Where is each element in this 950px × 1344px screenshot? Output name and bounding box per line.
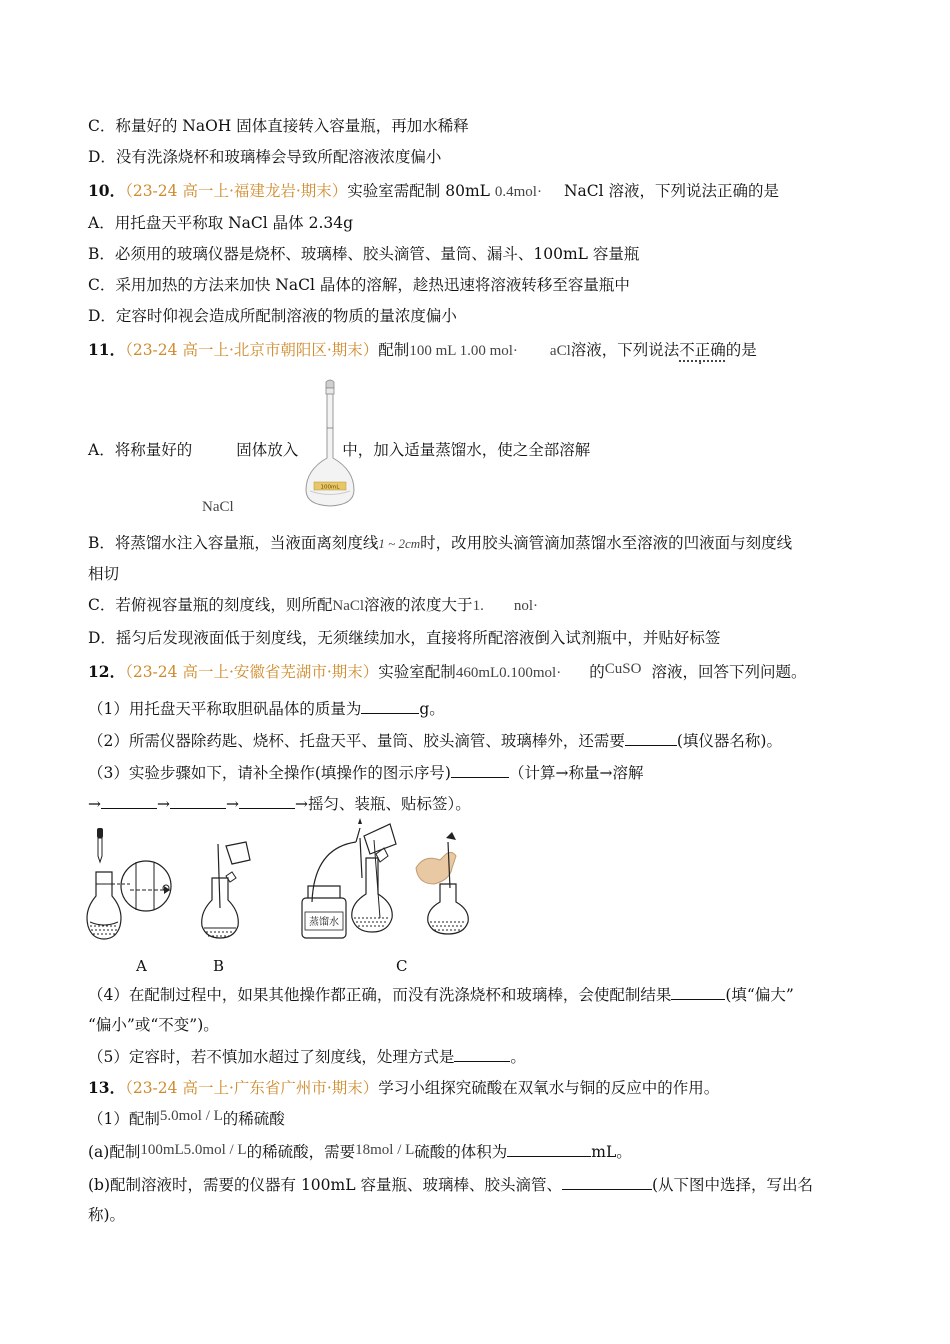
q13-part-a-blank[interactable]	[507, 1140, 591, 1157]
q13-part1-a: （1）配制	[88, 1110, 160, 1128]
q13-part-a-formula: 100mL5.0mol / L	[140, 1142, 247, 1158]
q11-formula-2: aCl	[549, 343, 571, 359]
q11-stem-emphasis: 不正确	[679, 341, 726, 359]
q12-part2	[88, 729, 782, 752]
q13-number: 13．	[88, 1078, 126, 1097]
q12-part3-blank-1[interactable]	[451, 761, 509, 778]
q10-formula: 0.4mol·	[494, 184, 542, 200]
q11-option-c-part1: C．若俯视容量瓶的刻度线，则所配	[88, 596, 333, 614]
q10-option-b: B．必须用的玻璃仪器是烧杯、玻璃棒、胶头滴管、量筒、漏斗、100mL 容量瓶	[88, 245, 640, 263]
q12-part5-b: 。	[510, 1048, 526, 1066]
q13-part-b-blank[interactable]	[562, 1173, 652, 1190]
q12-part4	[88, 983, 794, 1006]
flask-label-text: 100mL	[320, 484, 340, 491]
q12-part3-blank-4[interactable]	[239, 792, 295, 809]
q11-stem	[88, 339, 757, 362]
q12-part4-b: (填“偏大”	[725, 986, 794, 1004]
q11-option-d: D．摇匀后发现液面低于刻度线，无须继续加水，直接将所配溶液倒入试剂瓶中，并贴好标签	[88, 629, 721, 647]
q10-number: 10．	[88, 181, 126, 200]
q12-part3	[88, 761, 643, 784]
figure-b-diagram	[198, 838, 258, 946]
q12-part4-blank[interactable]	[671, 983, 725, 1000]
q10-option-a: A．用托盘天平称取 NaCl 晶体 2.34g	[88, 214, 354, 232]
q9-option-d: D．没有洗涤烧杯和玻璃棒会导致所配溶液浓度偏小	[88, 148, 442, 166]
q11-stem-b: 溶液，下列说法	[570, 341, 680, 359]
q12-part1-a: （1）用托盘天平称取胆矾晶体的质量为	[88, 700, 362, 718]
q12-stem-b: 的	[589, 663, 605, 681]
q13-part-a-4: mL。	[591, 1143, 632, 1161]
figure-c-label: C	[396, 957, 408, 975]
q12-stem	[88, 661, 806, 684]
q10-stem-a: 实验室需配制 80mL	[347, 182, 490, 200]
q12-part4-a: （4）在配制过程中，如果其他操作都正确，而没有洗涤烧杯和玻璃棒，会使配制结果	[88, 986, 672, 1004]
q10-stem-b: NaCl 溶液，下列说法正确的是	[563, 182, 780, 200]
q11-option-a-part3: 中，加入适量蒸馏水，使之全部溶解	[342, 441, 591, 459]
q11-option-a-part2: 固体放入	[236, 441, 299, 459]
volumetric-flask-icon	[300, 378, 360, 510]
q12-part5-a: （5）定容时，若不慎加水超过了刻度线，处理方式是	[88, 1048, 455, 1066]
q12-part3-blank-3[interactable]	[170, 792, 226, 809]
q12-part3-a: （3）实验步骤如下，请补全操作(填操作的图示序号)	[88, 764, 451, 782]
figure-a-diagram	[86, 826, 178, 946]
q12-part2-a: （2）所需仪器除药匙、烧杯、托盘天平、量筒、胶头滴管、玻璃棒外，还需要	[88, 732, 625, 750]
q13-part-b-2: (从下图中选择，写出名	[651, 1176, 814, 1194]
q12-part1-blank[interactable]	[361, 697, 419, 714]
q13-part-a-1: (a)配制	[88, 1143, 141, 1161]
q13-part-a	[88, 1140, 632, 1164]
q11-option-c-formula: NaCl	[332, 598, 365, 614]
q12-part3-arrow-1: →	[88, 795, 101, 813]
q11-source: （23-24 高一上·北京市朝阳区·期末）	[125, 341, 379, 359]
q13-part-a-2: 的稀硫酸，需要	[246, 1143, 356, 1161]
q11-option-b-part1: B．将蒸馏水注入容量瓶，当液面离刻度线	[88, 534, 379, 552]
q11-option-c-formula-3: nol·	[513, 598, 538, 614]
q11-formula: 100 mL 1.00 mol·	[409, 343, 518, 359]
q12-part1-b: g。	[419, 700, 445, 718]
figure-b-label: B	[213, 957, 225, 975]
q10-option-d: D．定容时仰视会造成所配制溶液的物质的量浓度偏小	[88, 307, 457, 325]
q11-stem-c: 的是	[725, 341, 757, 359]
q11-number: 11．	[88, 340, 126, 359]
q12-part3-c: →摇匀、装瓶、贴标签）。	[295, 795, 471, 813]
q12-part2-blank[interactable]	[625, 729, 677, 746]
q12-part3-arrow-2: →	[157, 795, 170, 813]
figure-c-diagram	[300, 818, 486, 946]
distilled-water-label: 蒸馏水	[309, 917, 339, 928]
figure-a-label: A	[136, 957, 147, 975]
q10-source: （23-24 高一上·福建龙岩·期末）	[125, 182, 348, 200]
q11-option-b-formula: 1 ~ 2cm	[378, 536, 421, 551]
q12-part2-b: (填仪器名称)。	[676, 732, 782, 750]
q9-option-c: C．称量好的 NaOH 固体直接转入容量瓶，再加水稀释	[88, 117, 469, 135]
q10-option-c: C．采用加热的方法来加快 NaCl 晶体的溶解，趁热迅速将溶液转移至容量瓶中	[88, 276, 630, 294]
q13-part1-formula: 5.0mol / L	[159, 1108, 223, 1124]
q11-option-c	[88, 594, 538, 617]
q12-formula-2: CuSO	[604, 661, 642, 677]
q12-part3-b: （计算→称量→溶解	[508, 764, 644, 782]
q12-source: （23-24 高一上·安徽省芜湖市·期末）	[125, 663, 379, 681]
q12-part4-line2: “偏小”或“不变”)。	[88, 1016, 219, 1034]
q13-stem-text: 学习小组探究硫酸在双氧水与铜的反应中的作用。	[378, 1079, 720, 1097]
q11-option-b-line2: 相切	[88, 565, 120, 583]
q11-option-b-part2: 时，改用胶头滴管滴加蒸馏水至溶液的凹液面与刻度线	[420, 534, 793, 552]
q12-part1	[88, 697, 445, 720]
q13-part1-b: 的稀硫酸	[222, 1110, 285, 1128]
q12-stem-c: 溶液，回答下列问题。	[651, 663, 807, 681]
q11-option-a-part1: A．将称量好的	[88, 441, 193, 459]
q12-part5-blank[interactable]	[454, 1045, 510, 1062]
q12-part5	[88, 1045, 526, 1068]
q12-formula: 460mL0.100mol·	[455, 665, 562, 681]
q13-part-b	[88, 1173, 813, 1196]
q11-nacl-label: NaCl	[202, 499, 234, 515]
q13-part-b-line2: 称)。	[88, 1206, 126, 1224]
q11-stem-a: 配制	[378, 341, 410, 359]
q13-stem	[88, 1077, 719, 1099]
q10-stem	[88, 180, 779, 203]
q12-part3-blank-2[interactable]	[101, 792, 157, 809]
q12-part3-line2	[88, 792, 471, 815]
q13-part-a-formula-2: 18mol / L	[355, 1142, 415, 1158]
q12-stem-a: 实验室配制	[378, 663, 456, 681]
q11-option-c-formula-2: 1.	[472, 598, 484, 614]
q13-part-a-3: 硫酸的体积为	[414, 1143, 508, 1161]
q13-source: （23-24 高一上·广东省广州市·期末）	[125, 1079, 379, 1097]
q12-number: 12．	[88, 662, 126, 681]
q11-option-c-part2: 溶液的浓度大于	[364, 596, 473, 614]
q13-part1	[88, 1108, 285, 1131]
q12-part3-arrow-3: →	[226, 795, 239, 813]
q13-part-b-1: (b)配制溶液时，需要的仪器有 100mL 容量瓶、玻璃棒、胶头滴管、	[88, 1176, 562, 1194]
q11-option-b	[88, 532, 792, 555]
